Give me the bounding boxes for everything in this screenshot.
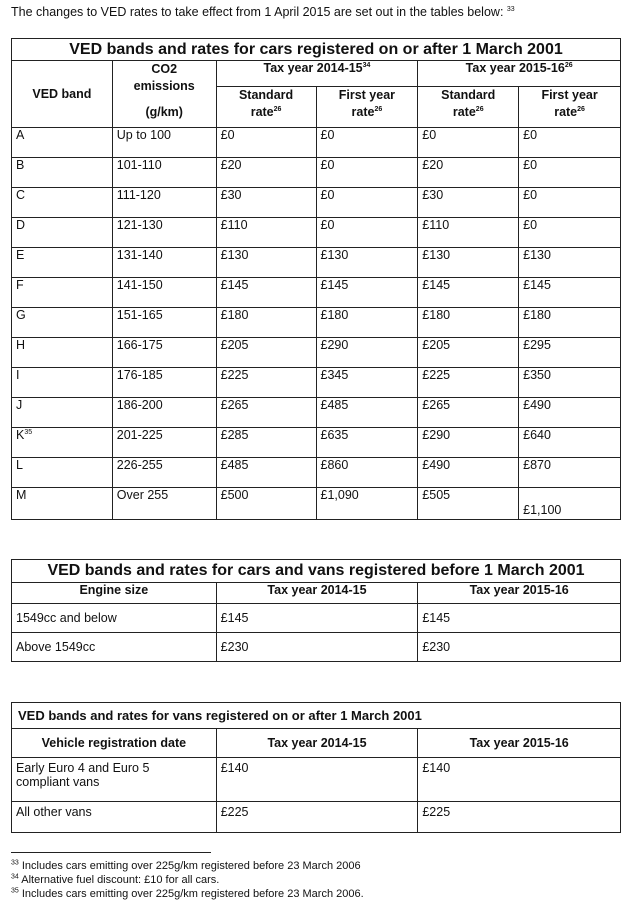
header-tax-year-2015-16: Tax year $2015-16^{26}$ [418, 61, 621, 87]
band-cell: H [12, 338, 113, 368]
band-cell: C [12, 188, 113, 218]
footnotes [11, 859, 364, 901]
table-row [12, 488, 621, 520]
rate-cell: £350 [519, 368, 621, 398]
table-vans-after-2001 [11, 702, 621, 833]
rate-cell: £225 [418, 802, 621, 833]
table3-title: VED bands and rates for vans registered on or after 1 March 2001 [12, 703, 621, 729]
table-cars-vans-before-2001 [11, 559, 621, 662]
rate-cell: £130 [519, 248, 621, 278]
table-row [12, 128, 621, 158]
rate-cell: £265 [216, 398, 316, 428]
intro-text [11, 5, 515, 19]
footnote: $^{35}$ Includes cars emitting over 225g/km registered before 23 March 2006. [11, 887, 364, 900]
header-ved-band: VED band [12, 61, 113, 128]
rate-cell: £0 [216, 128, 316, 158]
rate-cell: £345 [316, 368, 418, 398]
rate-cell: £290 [316, 338, 418, 368]
rate-cell: £285 [216, 428, 316, 458]
table-row [12, 428, 621, 458]
co2-cell: 166-175 [112, 338, 216, 368]
rate-cell: £20 [418, 158, 519, 188]
rate-cell: £0 [316, 158, 418, 188]
header-engine-size: Engine size [12, 583, 217, 604]
band-cell: L [12, 458, 113, 488]
band-cell: B [12, 158, 113, 188]
rate-cell: £0 [316, 128, 418, 158]
co2-cell: 121-130 [112, 218, 216, 248]
table2-title: VED bands and rates for cars and vans registered before 1 March 2001 [12, 560, 621, 583]
rate-cell: £225 [216, 368, 316, 398]
band-cell: J [12, 398, 113, 428]
band-footnote-ref: 35 [24, 428, 33, 436]
rate-cell: £265 [418, 398, 519, 428]
rate-cell: £110 [216, 218, 316, 248]
rate-cell: £145 [216, 604, 418, 633]
header-first-year-rate-2014: First year rate$^{26}$ [316, 87, 418, 128]
header-tax-year-2014-15: Tax year $2014-15^{34}$ [216, 61, 418, 87]
header-co2-emissions: CO2 emissions (g/km) [112, 61, 216, 128]
rate-cell: £140 [418, 758, 621, 802]
table-row [12, 633, 621, 662]
table-row [12, 248, 621, 278]
rate-cell: £180 [519, 308, 621, 338]
rate-cell: £0 [519, 158, 621, 188]
rate-cell: £180 [418, 308, 519, 338]
table-row [12, 158, 621, 188]
table-row [12, 308, 621, 338]
rate-cell: £145 [418, 278, 519, 308]
vehicle-cell: Early Euro 4 and Euro 5 compliant vans [12, 758, 217, 802]
header-standard-rate-2014: Standard rate$^{26}$ [216, 87, 316, 128]
rate-cell: £145 [216, 278, 316, 308]
header-vehicle-registration-date: Vehicle registration date [12, 729, 217, 758]
footnote-divider [11, 852, 211, 853]
rate-cell: £30 [216, 188, 316, 218]
rate-cell: £180 [316, 308, 418, 338]
table-row [12, 338, 621, 368]
rate-cell: £485 [316, 398, 418, 428]
rate-cell: £870 [519, 458, 621, 488]
rate-cell: £635 [316, 428, 418, 458]
band-cell: M [12, 488, 113, 520]
table-row [12, 758, 621, 802]
table-cars-after-2001 [11, 38, 621, 520]
rate-cell: £225 [216, 802, 418, 833]
co2-cell: Up to 100 [112, 128, 216, 158]
band-cell: I [12, 368, 113, 398]
rate-cell: £225 [418, 368, 519, 398]
rate-cell: £180 [216, 308, 316, 338]
rate-cell: £145 [418, 604, 621, 633]
rate-cell: £0 [519, 128, 621, 158]
table-row [12, 398, 621, 428]
co2-cell: 141-150 [112, 278, 216, 308]
rate-cell: £145 [316, 278, 418, 308]
engine-cell: Above 1549cc [12, 633, 217, 662]
band-cell: A [12, 128, 113, 158]
intro-sentence: The changes to VED rates to take effect from 1 April 2015 are set out in the tables below: [11, 5, 504, 19]
co2-cell: 201-225 [112, 428, 216, 458]
rate-cell: £230 [216, 633, 418, 662]
rate-cell: £140 [216, 758, 418, 802]
co2-cell: Over 255 [112, 488, 216, 520]
rate-cell: £490 [519, 398, 621, 428]
co2-cell: 131-140 [112, 248, 216, 278]
co2-cell: 101-110 [112, 158, 216, 188]
engine-cell: 1549cc and below [12, 604, 217, 633]
rate-cell: £110 [418, 218, 519, 248]
rate-cell: £490 [418, 458, 519, 488]
rate-cell: £1,090 [316, 488, 418, 520]
table-row [12, 368, 621, 398]
band-cell: E [12, 248, 113, 278]
table-row [12, 218, 621, 248]
rate-cell: £640 [519, 428, 621, 458]
rate-cell: £30 [418, 188, 519, 218]
intro-footnote-ref: 33 [506, 5, 515, 13]
table-row [12, 278, 621, 308]
co2-cell: 176-185 [112, 368, 216, 398]
table-row [12, 458, 621, 488]
rate-cell: £860 [316, 458, 418, 488]
table-row [12, 188, 621, 218]
header-standard-rate-2015: Standard rate$^{26}$ [418, 87, 519, 128]
band-cell: G [12, 308, 113, 338]
rate-cell: £20 [216, 158, 316, 188]
footnote: $^{33}$ Includes cars emitting over 225g/km registered before 23 March 2006 [11, 859, 361, 872]
rate-cell: £130 [216, 248, 316, 278]
table-row [12, 604, 621, 633]
rate-cell: £0 [418, 128, 519, 158]
vehicle-cell: All other vans [12, 802, 217, 833]
rate-cell: £290 [418, 428, 519, 458]
footnote: $^{34}$ Alternative fuel discount: £10 for all cars. [11, 873, 220, 886]
header-tax-year-2015-16: Tax year 2015-16 [418, 729, 621, 758]
rate-cell: £0 [316, 218, 418, 248]
rate-cell: £205 [418, 338, 519, 368]
rate-cell: £205 [216, 338, 316, 368]
rate-cell: £230 [418, 633, 621, 662]
rate-cell: £130 [418, 248, 519, 278]
header-tax-year-2014-15: Tax year 2014-15 [216, 729, 418, 758]
co2-cell: 111-120 [112, 188, 216, 218]
rate-cell: £505 [418, 488, 519, 520]
header-tax-year-2015-16: Tax year 2015-16 [418, 583, 621, 604]
rate-cell: £0 [519, 218, 621, 248]
co2-cell: 186-200 [112, 398, 216, 428]
rate-cell: £295 [519, 338, 621, 368]
band-cell: F [12, 278, 113, 308]
band-cell: D [12, 218, 113, 248]
rate-cell: £485 [216, 458, 316, 488]
table-row [12, 802, 621, 833]
co2-cell: 151-165 [112, 308, 216, 338]
rate-cell: £145 [519, 278, 621, 308]
rate-cell: £500 [216, 488, 316, 520]
rate-cell: £130 [316, 248, 418, 278]
rate-cell: £0 [316, 188, 418, 218]
header-tax-year-2014-15: Tax year 2014-15 [216, 583, 418, 604]
header-first-year-rate-2015: First year rate$^{26}$ [519, 87, 621, 128]
band-cell: $K^{35}$ [12, 428, 113, 458]
rate-cell: £0 [519, 188, 621, 218]
table1-title: VED bands and rates for cars registered on or after 1 March 2001 [12, 39, 621, 61]
rate-cell: £1,100 [519, 488, 621, 520]
co2-cell: 226-255 [112, 458, 216, 488]
